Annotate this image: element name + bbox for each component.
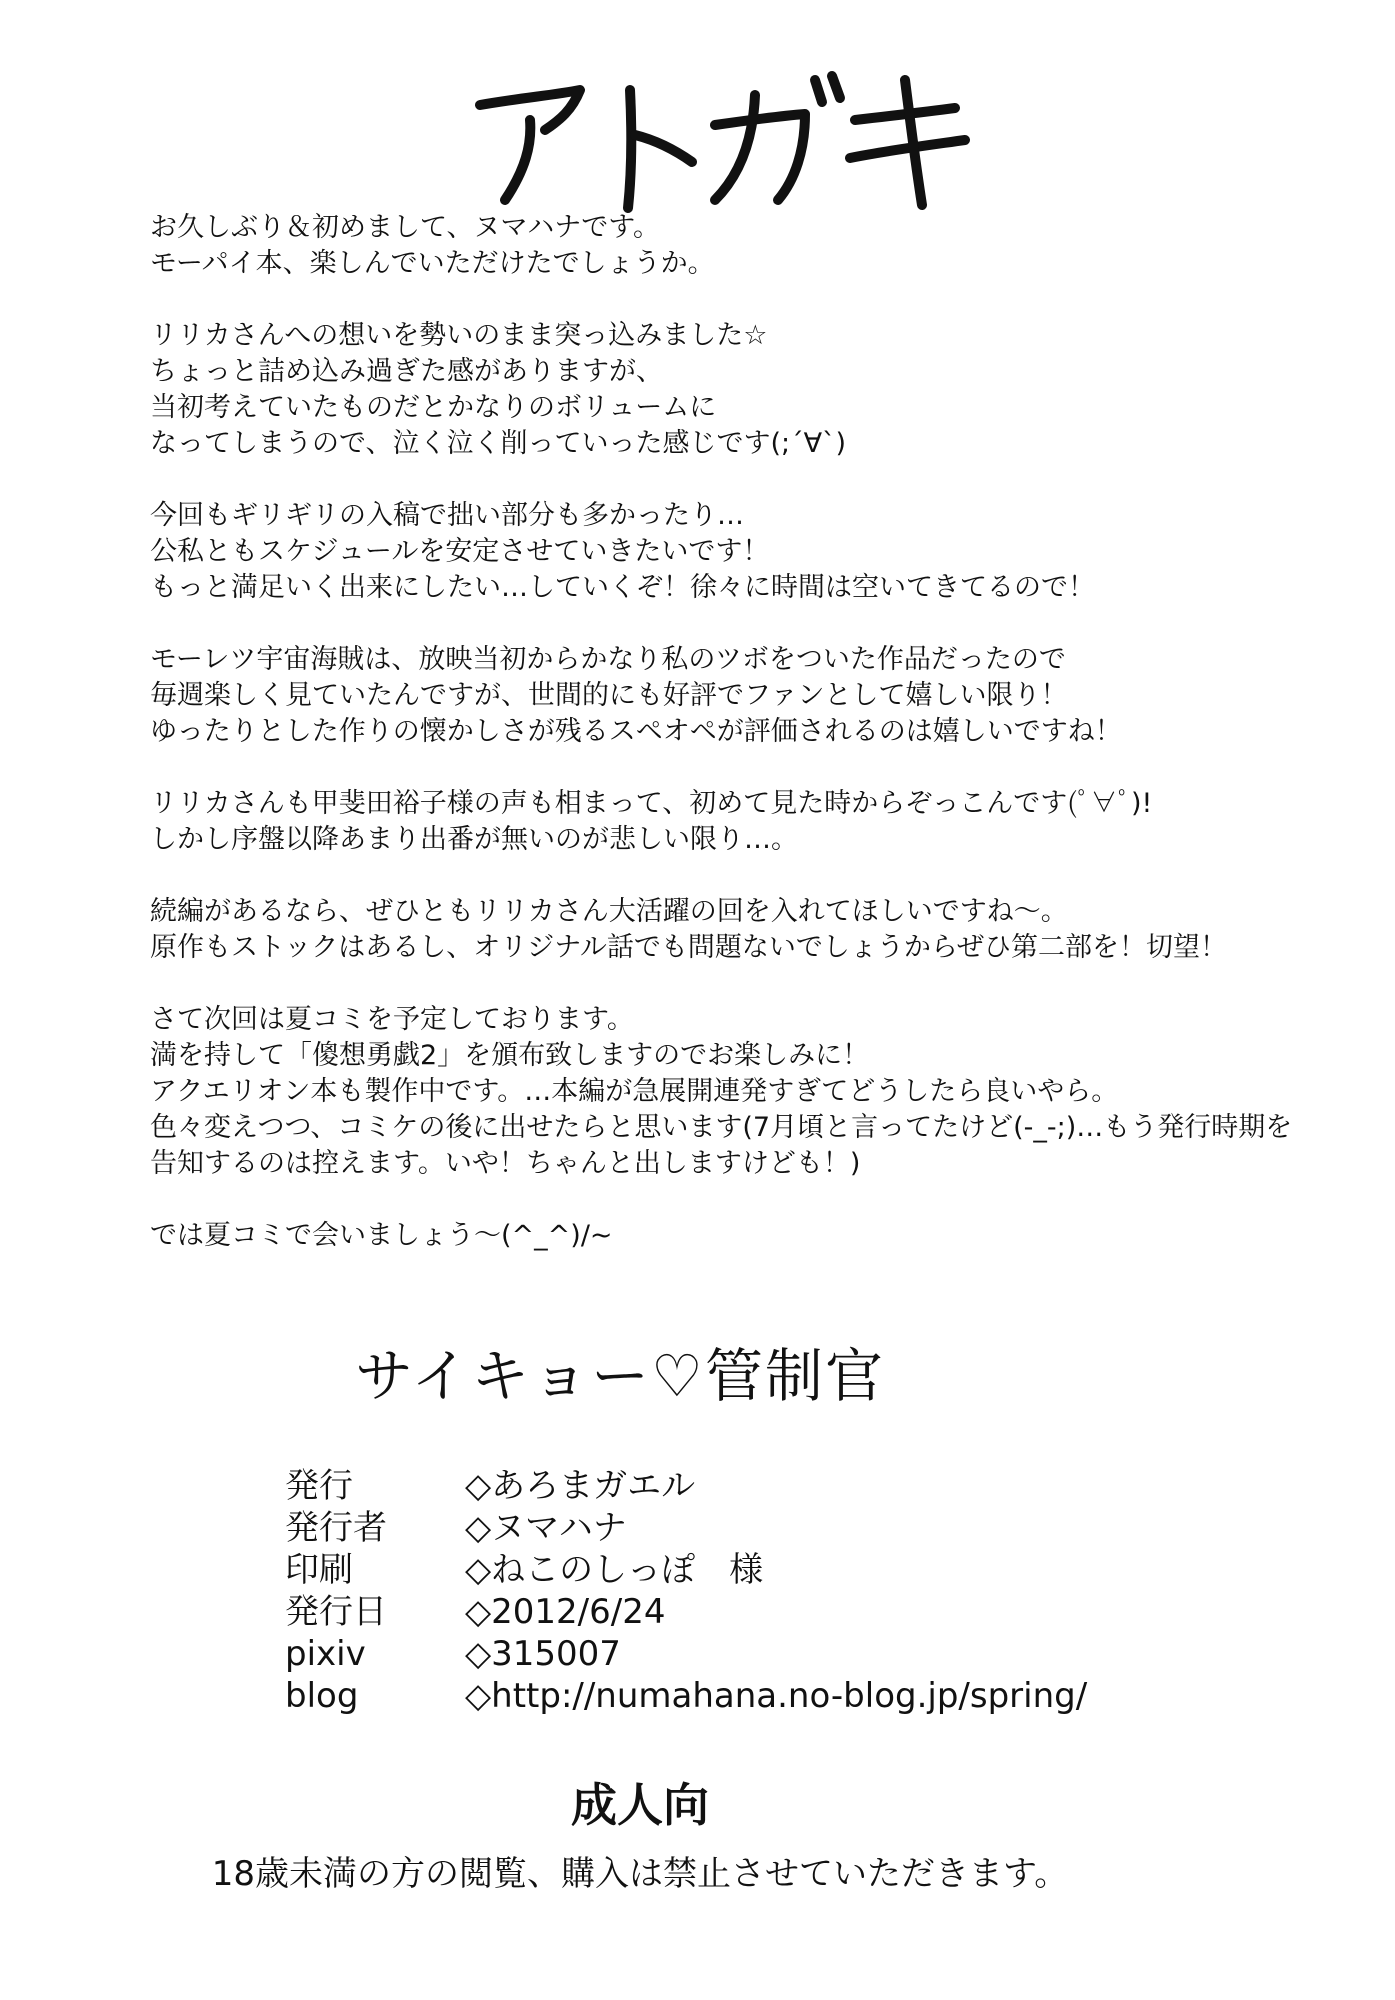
colophon-value: ◇315007	[465, 1634, 621, 1674]
colophon-row	[285, 1675, 1087, 1717]
afterword-line: お久しぶり＆初めまして、ヌマハナです。	[150, 212, 661, 243]
colophon-row	[285, 1549, 1087, 1591]
afterword-paragraph	[150, 1218, 1330, 1254]
afterword-paragraph	[150, 786, 1330, 858]
colophon-value: ◇ヌマハナ	[465, 1508, 627, 1548]
afterword-paragraph	[150, 210, 1330, 282]
colophon-row	[285, 1591, 1087, 1633]
afterword-line: では夏コミで会いましょう～(^_^)/~	[150, 1220, 613, 1251]
afterword-line: 当初考えていたものだとかなりのボリュームに	[150, 392, 717, 423]
afterword-line: なってしまうので、泣く泣く削っていった感じです(;´∀`)	[150, 428, 847, 459]
afterword-line: 原作もストックはあるし、オリジナル話でも問題ないでしょうからぜひ第二部を！切望！	[150, 932, 1228, 963]
afterword-line: リリカさんも甲斐田裕子様の声も相まって、初めて見た時からぞっこんです(ﾟ∀ﾟ)!	[150, 788, 1153, 819]
afterword-line: 続編があるなら、ぜひともリリカさん大活躍の回を入れてほしいですね～。	[150, 896, 1068, 927]
colophon-label: 発行	[285, 1466, 353, 1506]
book-title: サイキョー♡管制官	[355, 1342, 885, 1410]
afterword-line: さて次回は夏コミを予定しております。	[150, 1004, 634, 1035]
colophon-label: pixiv	[285, 1634, 366, 1674]
afterword-line: モーパイ本、楽しんでいただけたでしょうか。	[150, 248, 715, 279]
colophon-value: ◇あろまガエル	[465, 1466, 696, 1506]
afterword-paragraph	[150, 498, 1330, 606]
afterword-line: 色々変えつつ、コミケの後に出せたらと思います(7月頃と言ってたけど(-_-;)…もう発行時期を	[150, 1112, 1293, 1143]
afterword-line: 今回もギリギリの入稿で拙い部分も多かったり…	[150, 500, 744, 531]
handwritten-heading-art	[460, 50, 980, 220]
afterword-line: 毎週楽しく見ていたんですが、世間的にも好評でファンとして嬉しい限り！	[150, 680, 1068, 711]
afterword-line: モーレツ宇宙海賊は、放映当初からかなり私のツボをついた作品だったので	[150, 644, 1066, 675]
afterword-line: しかし序盤以降あまり出番が無いのが悲しい限り…。	[150, 824, 798, 855]
adult-content-notice: 18歳未満の方の閲覧、購入は禁止させていただきます。	[211, 1854, 1069, 1894]
afterword-paragraph	[150, 894, 1330, 966]
afterword-paragraph	[150, 642, 1330, 750]
afterword-line: もっと満足いく出来にしたい…していくぞ！徐々に時間は空いてきてるので！	[150, 572, 1095, 603]
colophon-label: 発行者	[285, 1508, 387, 1548]
colophon-value: ◇2012/6/24	[465, 1592, 666, 1632]
afterword-line: 告知するのは控えます。いや！ちゃんと出しますけども！)	[150, 1148, 861, 1179]
afterword-text	[150, 210, 1330, 1290]
afterword-line: リリカさんへの想いを勢いのまま突っ込みました☆	[150, 320, 768, 351]
afterword-line: アクエリオン本も製作中です。…本編が急展開連発すぎてどうしたら良いやら。	[150, 1076, 1119, 1107]
adult-content-heading: 成人向	[571, 1778, 709, 1832]
colophon-label: blog	[285, 1676, 359, 1716]
afterword-paragraph	[150, 318, 1330, 462]
colophon-row	[285, 1633, 1087, 1675]
afterword-paragraph	[150, 1002, 1330, 1182]
afterword-line: 満を持して「傻想勇戯2」を頒布致しますのでお楽しみに！	[150, 1040, 870, 1071]
colophon-value: ◇http://numahana.no-blog.jp/spring/	[465, 1676, 1088, 1716]
colophon	[285, 1465, 1087, 1717]
afterword-line: ちょっと詰め込み過ぎた感がありますが、	[150, 356, 663, 387]
afterword-line: ゆったりとした作りの懐かしさが残るスペオペが評価されるのは嬉しいですね！	[150, 716, 1122, 747]
colophon-label: 発行日	[285, 1592, 387, 1632]
colophon-value: ◇ねこのしっぽ 様	[465, 1550, 764, 1590]
afterword-line: 公私ともスケジュールを安定させていきたいです！	[150, 536, 770, 567]
colophon-row	[285, 1465, 1087, 1507]
colophon-label: 印刷	[285, 1550, 353, 1590]
colophon-row	[285, 1507, 1087, 1549]
